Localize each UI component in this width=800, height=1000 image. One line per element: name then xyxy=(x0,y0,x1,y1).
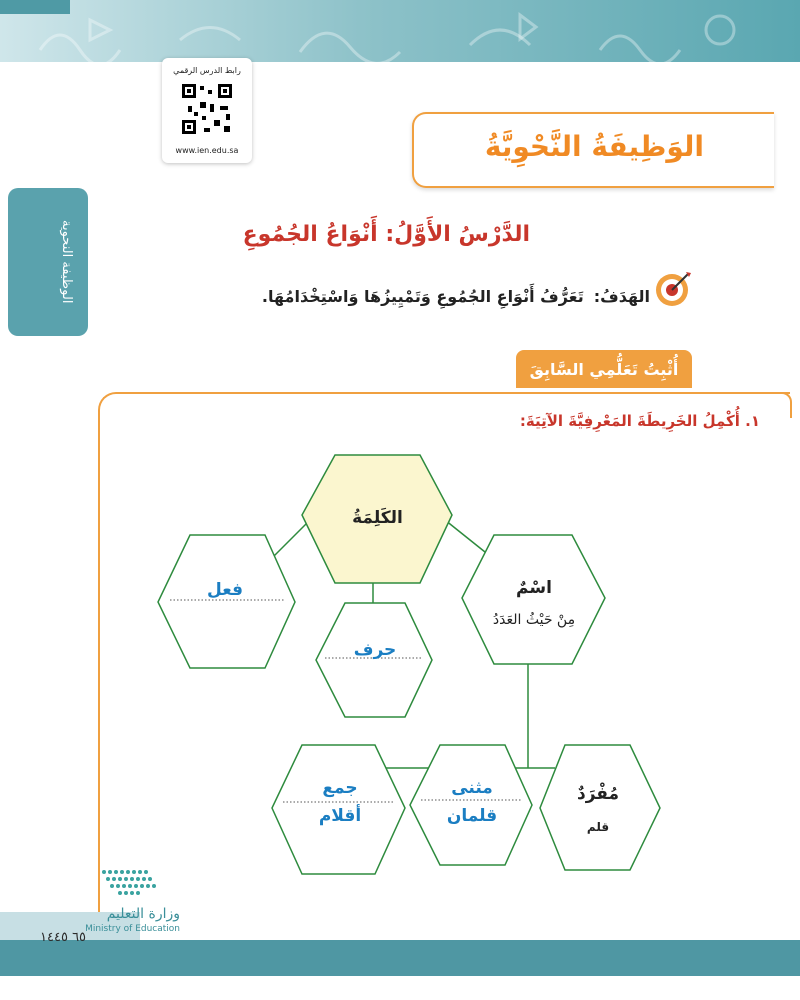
noun-title: اسْمٌ xyxy=(516,578,552,598)
qr-label: رابط الدرس الرقمي xyxy=(173,66,241,75)
ministry-logo-icon xyxy=(98,862,168,902)
qr-url[interactable]: www.ien.edu.sa xyxy=(175,146,239,155)
bottom-band xyxy=(0,940,800,976)
hex-noun xyxy=(462,535,605,664)
ministry-logo xyxy=(40,862,180,934)
hex-dual xyxy=(410,745,532,865)
instruction: ١. أُكْمِلُ الخَرِيطَةَ المَعْرِفِيَّةَ الآتِيَةَ: xyxy=(519,412,760,430)
side-tab-label: الوظيفة النحوية xyxy=(59,220,74,304)
center-label: الكَلِمَةُ xyxy=(352,508,403,528)
plural-example: أقلام xyxy=(318,806,362,826)
ministry-english: Ministry of Education xyxy=(85,924,180,934)
hex-singular xyxy=(540,745,660,870)
dual-example: قلمان xyxy=(446,806,498,826)
page-title: الوَظِيفَةُ النَّحْوِيَّةُ xyxy=(484,130,704,163)
goal-text: تَعَرُّفُ أَنْوَاعِ الجُمُوعِ وَتَمْيِيزُهَا وَاسْتِخْدَامُهَا. xyxy=(261,286,584,306)
plural-answer: جمع xyxy=(322,778,358,798)
lesson-title: الدَّرْسُ الأَوَّلُ: أَنْوَاعُ الجُمُوعِ xyxy=(242,222,530,247)
hex-particle xyxy=(316,603,432,717)
ministry-arabic: وزارة التعليم xyxy=(106,906,180,922)
goal-label: الهَدَفُ: xyxy=(593,286,650,306)
dual-answer: مثنى xyxy=(451,778,493,798)
page-number: ٦٥ ١٤٤٥ xyxy=(40,930,87,945)
particle-answer: حرف xyxy=(353,640,397,660)
verb-answer: فعل xyxy=(207,580,243,600)
noun-subtitle: مِنْ حَيْثُ العَدَدُ xyxy=(492,612,576,628)
singular-title: مُفْرَدٌ xyxy=(576,784,620,804)
section-title: أُثْبِتُ تَعَلُّمِي السَّابِقَ xyxy=(516,350,692,388)
hex-verb xyxy=(158,535,295,668)
singular-example: قلم xyxy=(586,820,610,834)
